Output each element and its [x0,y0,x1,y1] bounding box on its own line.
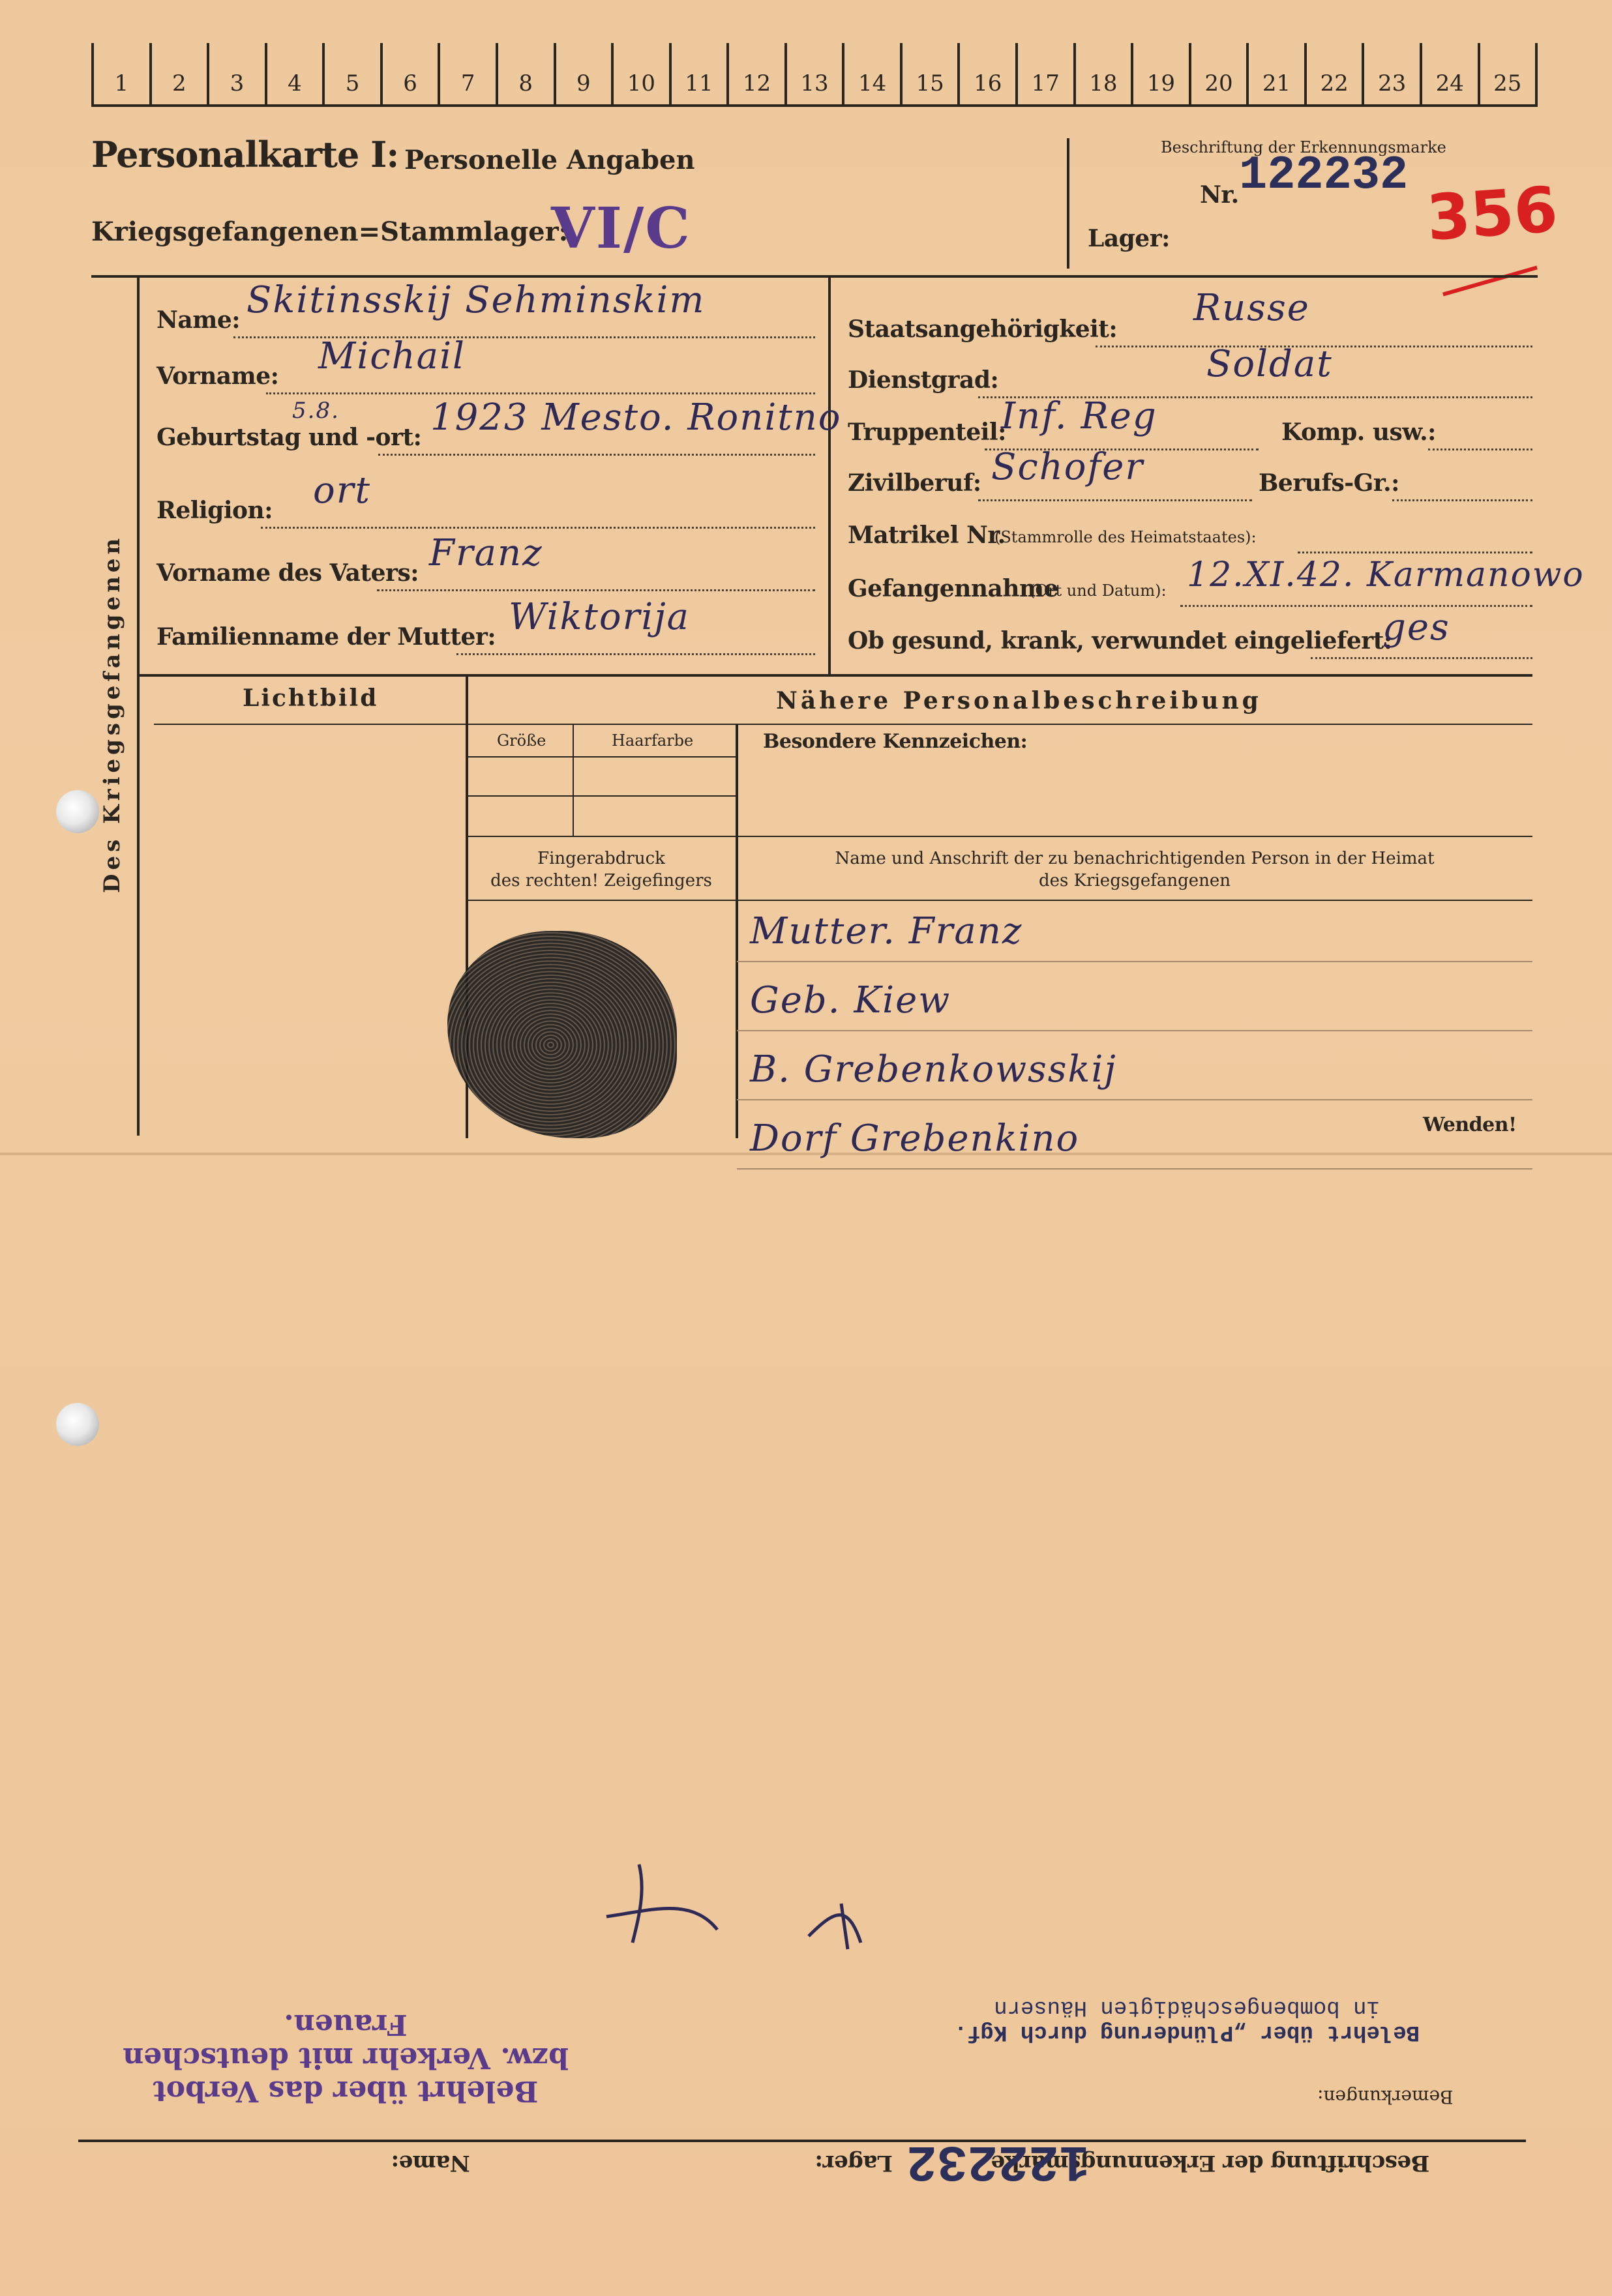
ruler-cell: 18 [1076,43,1134,104]
stamp-verbot-line-2: bzw. Verkehr mit deutschen Frauen. [123,2008,569,2074]
punch-hole [56,1403,99,1446]
nr-value: 122232 [1239,149,1409,202]
ruler-cell: 1 [94,43,152,104]
dotted-line [1180,605,1532,607]
left-field-label: Religion: [157,497,273,524]
card-subtitle: Personelle Angaben [404,145,695,175]
birth-date-prefix: 5.8. [292,398,340,424]
fingerabdruck-line-1: Fingerabdruck [537,849,665,868]
erkennungsmarke-label: Beschriftung der Erkennungsmarke [1161,138,1446,156]
ruler-cell: 7 [440,43,498,104]
ruler-cell: 2 [152,43,210,104]
dotted-line [1298,552,1532,553]
stammlager-label: Kriegsgefangenen=Stammlager: [91,216,569,247]
ruler-cell: 25 [1480,43,1538,104]
anschrift-line-2: des Kriegsgefangenen [1039,871,1231,890]
contact-line: Dorf Grebenkino [750,1117,1080,1160]
dotted-line [377,589,815,591]
matrikel-sub: (Stammrolle des Heimatstaates): [994,528,1257,546]
stammlager-value: VI/C [551,196,691,261]
contact-rule [737,1030,1532,1031]
left-field-value: Skitinsskij Sehminskim [246,279,706,321]
bemerkungen-label: Bemerkungen: [1317,2086,1454,2108]
beschreibung-divider [736,724,738,1138]
ruler-cell: 13 [787,43,845,104]
truppenteil-label: Truppenteil: [848,419,1006,446]
left-field-value: Michail [318,335,466,377]
dotted-line [378,454,815,456]
contact-rule [737,961,1532,962]
red-underline [1442,265,1538,296]
ruler-cell: 23 [1364,43,1422,104]
ruler-cell: 8 [498,43,556,104]
contact-rule [737,1099,1532,1100]
ruler-cell: 24 [1422,43,1480,104]
ruler-cell: 11 [672,43,730,104]
stamp-verbot [98,2008,593,2108]
wenden-label: Wenden! [1423,1113,1517,1136]
dienstgrad-label: Dienstgrad: [848,366,999,394]
anschrift-line-1: Name und Anschrift der zu benachrichtigenden Person in der Heimat [835,849,1435,868]
left-field-value: Franz [429,532,543,574]
card-title: Personalkarte I: [91,134,399,175]
contact-rule [737,1168,1532,1170]
left-field-label: Vorname: [157,362,279,390]
contact-line: Geb. Kiew [750,979,951,1022]
haarfarbe-label: Haarfarbe [612,731,694,750]
left-field-value: Wiktorija [509,596,691,638]
gefangennahme-sub: (Ort und Datum): [1029,581,1167,600]
ruler-cell: 20 [1191,43,1249,104]
nr-label: Nr. [1200,181,1239,209]
dotted-line [978,499,1252,501]
punch-hole [56,790,99,833]
row-rule [467,836,1532,837]
left-field-label: Vorname des Vaters: [157,559,419,587]
cell-rule [467,795,736,797]
ruler-cell: 10 [614,43,672,104]
contact-line: B. Grebenkowsskij [750,1048,1117,1091]
ruler-cell: 12 [729,43,787,104]
dotted-line [1428,449,1532,450]
left-field-label: Familienname der Mutter: [157,623,496,651]
left-field-value: ort [313,469,371,512]
lager-label: Lager: [1088,225,1170,252]
truppenteil-value: Inf. Reg [1001,395,1157,437]
stamp-pluenderung-line-2: in bombengeschädigten Häusern [994,1995,1380,2020]
lichtbild-label: Lichtbild [243,684,379,712]
komp-label: Komp. usw.: [1281,419,1436,446]
eingeliefert-label: Ob gesund, krank, verwundet eingeliefert: [848,627,1392,655]
ruler-cell: 19 [1133,43,1191,104]
ruler-cell: 17 [1018,43,1076,104]
frame-middle [828,275,831,674]
stamp-pluenderung-line-1: Belehrt über „Plünderung durch Kgf. [953,2020,1420,2044]
back-name-label: Name: [391,2150,470,2176]
cell-rule [467,756,736,758]
gefangennahme-value: 12.XI.42. Karmanowo [1187,555,1585,595]
zivilberuf-value: Schofer [991,446,1144,488]
ruler-cell: 4 [267,43,325,104]
back-lager-label: Lager: [815,2150,893,2176]
frame-mid-rule [137,674,1532,677]
ruler-cell: 5 [325,43,383,104]
matrikel-label: Matrikel Nr. [848,522,1006,549]
kennzeichen-label: Besondere Kennzeichen: [763,730,1028,753]
header-rule [91,275,1538,278]
stamp-pluenderung [939,1995,1435,2044]
fingerprint [447,931,677,1138]
ruler-cell: 14 [844,43,903,104]
contact-line: Mutter. Franz [750,910,1023,952]
ruler-cell: 6 [383,43,441,104]
zivilberuf-label: Zivilberuf: [848,469,981,497]
eingeliefert-value: ges [1382,606,1450,649]
back-erkennungsmarke-label: Beschriftung der Erkennungsmarke [991,2150,1430,2176]
staatsangehoerigkeit-label: Staatsangehörigkeit: [848,316,1118,343]
anschrift-label [737,847,1532,892]
ruler-cell: 21 [1249,43,1307,104]
dienstgrad-value: Soldat [1206,343,1333,385]
dotted-line [266,392,815,394]
dotted-line [456,653,815,655]
stamp-verbot-line-1: Belehrt über das Verbot [153,2074,539,2108]
side-label: Des Kriegsgefangenen [99,534,125,893]
left-field-value: 1923 Mesto. Ronitno [430,396,842,439]
ruler-cell: 9 [556,43,614,104]
dotted-line [261,527,815,529]
berufsgr-label: Berufs-Gr.: [1259,469,1399,497]
back-nr-value: 122232 [906,2132,1090,2189]
signature-scribble [443,1838,900,1982]
groesse-label: Größe [497,731,546,750]
ruler-cell: 22 [1307,43,1365,104]
ruler-cell: 15 [903,43,961,104]
fingerabdruck-label [467,847,736,892]
row-rule [467,900,1532,901]
column-ruler [91,43,1538,107]
left-field-label: Geburtstag und -ort: [157,424,422,451]
fingerabdruck-line-2: des rechten! Zeigefingers [490,871,712,890]
signature [443,1838,900,1982]
ruler-cell: 3 [209,43,267,104]
left-field-label: Name: [157,306,241,334]
cell-divider [573,724,574,836]
gefangennahme-label: Gefangennahme [848,575,1059,602]
back-rule [78,2140,1526,2142]
lower-header-rule [154,724,1532,725]
frame-left [137,275,140,1136]
header-divider [1067,138,1069,269]
dotted-line [1311,657,1532,659]
personalbeschreibung-label: Nähere Personalbeschreibung [776,687,1262,714]
staatsangehoerigkeit-value: Russe [1193,287,1310,329]
dotted-line [1392,499,1532,501]
red-number: 356 [1424,173,1560,255]
ruler-cell: 16 [960,43,1018,104]
